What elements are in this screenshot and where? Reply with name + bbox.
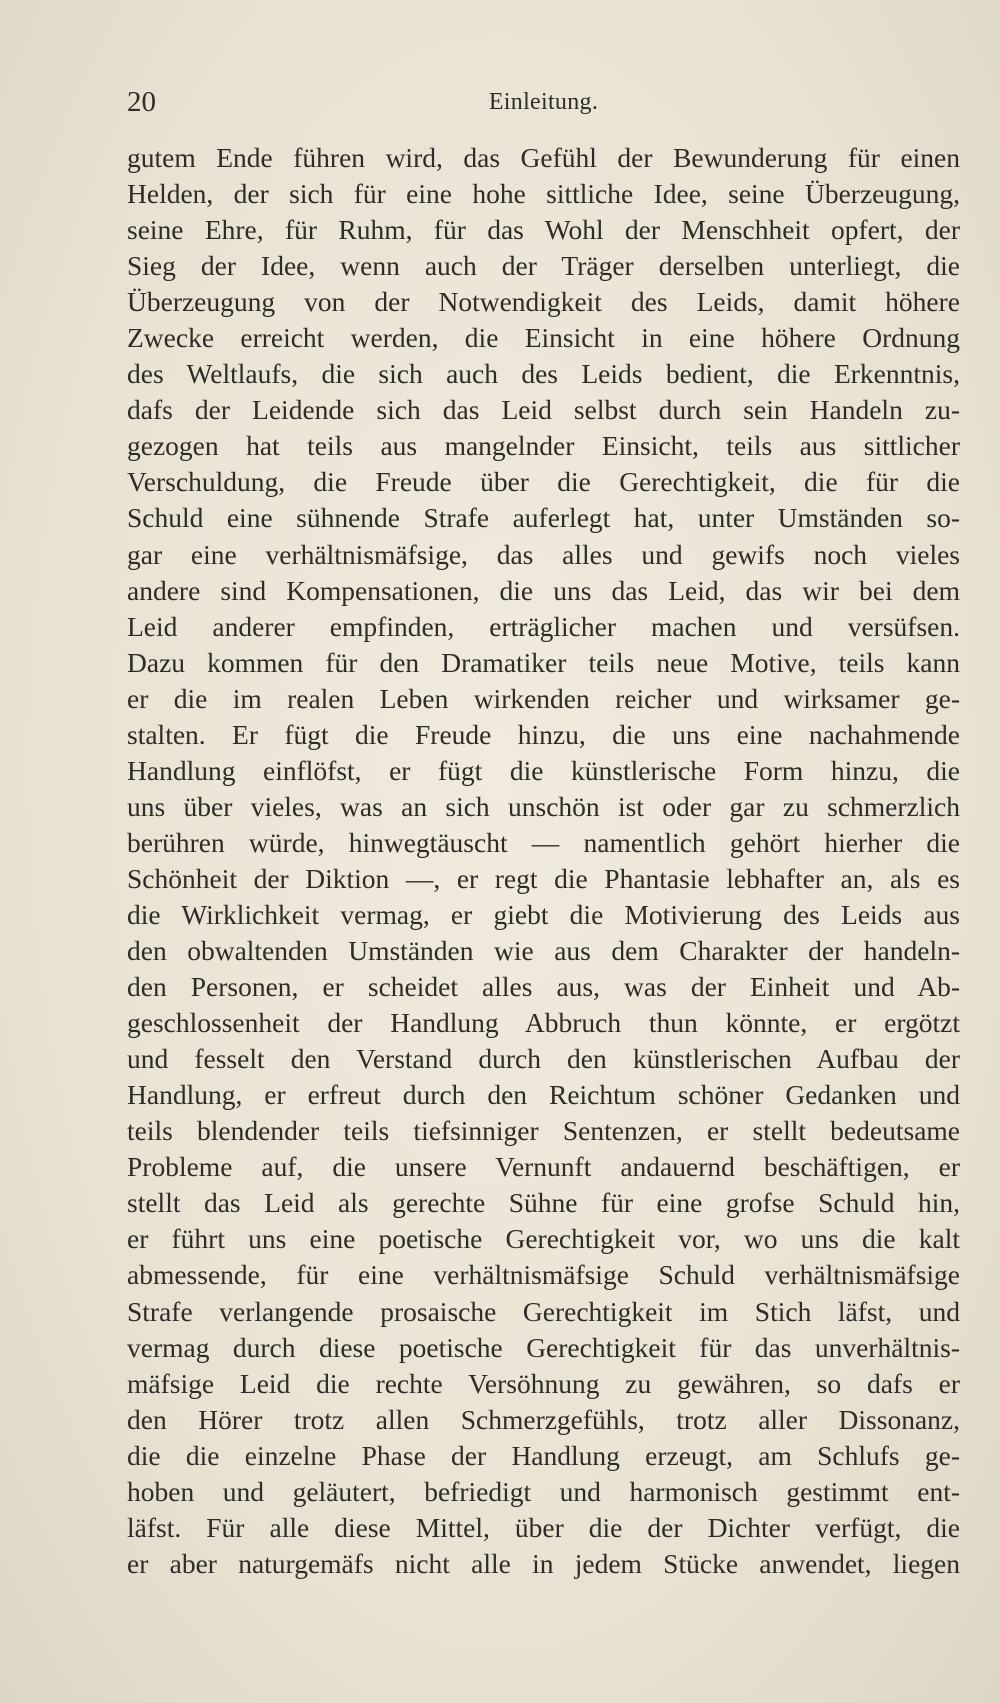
text-line: stalten. Er fügt die Freude hinzu, die uns eine nachahmende [127,718,960,750]
text-line: Sieg der Idee, wenn auch der Träger derselben unterliegt, die [127,250,960,282]
text-line: den Personen, er scheidet alles aus, was der Einheit und Ab- [127,971,960,1003]
text-line: seine Ehre, für Ruhm, für das Wohl der Menschheit opfert, der [127,214,960,246]
text-line: Strafe verlangende prosaische Gerechtigkeit im Stich läfst, und [127,1295,960,1327]
text-line: Überzeugung von der Notwendigkeit des Leids, damit höhere [127,286,960,318]
text-line: Verschuldung, die Freude über die Gerechtigkeit, die für die [127,466,960,498]
text-line: mäfsige Leid die rechte Versöhnung zu gewähren, so dafs er [127,1367,960,1399]
text-line: Schuld eine sühnende Strafe auferlegt hat, unter Umständen so- [127,502,960,534]
text-line: die Wirklichkeit vermag, er giebt die Motivierung des Leids aus [127,898,960,930]
text-line: und fesselt den Verstand durch den künstlerischen Aufbau der [127,1043,960,1075]
text-line: gar eine verhältnismäfsige, das alles und gewifs noch vieles [127,538,960,570]
text-line: berühren würde, hinwegtäuscht — namentlich gehört hierher die [127,826,960,858]
text-line: läfst. Für alle diese Mittel, über die der Dichter verfügt, die [127,1511,960,1543]
text-line: gutem Ende führen wird, das Gefühl der Bewunderung für einen [127,142,960,173]
text-line: er die im realen Leben wirkenden reicher und wirksamer ge- [127,682,960,714]
text-line: uns über vieles, was an sich unschön ist oder gar zu schmerzlich [127,790,960,822]
text-line: abmessende, für eine verhältnismäfsige Schuld verhältnismäfsige [127,1259,960,1291]
text-line: Zwecke erreicht werden, die Einsicht in eine höhere Ordnung [127,322,960,354]
text-line: gezogen hat teils aus mangelnder Einsicht, teils aus sittlicher [127,430,960,462]
text-line: Dazu kommen für den Dramatiker teils neue Motive, teils kann [127,646,960,678]
text-line: des Weltlaufs, die sich auch des Leids bedient, die Erkenntnis, [127,358,960,390]
text-line: den Hörer trotz allen Schmerzgefühls, trotz aller Dissonanz, [127,1403,960,1435]
text-line: vermag durch diese poetische Gerechtigkeit für das unverhältnis- [127,1331,960,1363]
text-line: Handlung einflöfst, er fügt die künstlerische Form hinzu, die [127,754,960,786]
text-line: geschlossenheit der Handlung Abbruch thun könnte, er ergötzt [127,1007,960,1039]
text-line: Helden, der sich für eine hohe sittliche Idee, seine Überzeugung, [127,178,960,210]
text-line: den obwaltenden Umständen wie aus dem Charakter der handeln- [127,935,960,967]
text-line: er führt uns eine poetische Gerechtigkeit vor, wo uns die kalt [127,1223,960,1255]
text-line: teils blendender teils tiefsinniger Sentenzen, er stellt bedeutsame [127,1115,960,1147]
body-text [127,140,960,1582]
text-line: stellt das Leid als gerechte Sühne für eine grofse Schuld hin, [127,1187,960,1219]
text-line: andere sind Kompensationen, die uns das Leid, das wir bei dem [127,574,960,606]
page-number: 20 [127,86,156,118]
text-line: die die einzelne Phase der Handlung erzeugt, am Schlufs ge- [127,1439,960,1471]
text-line: Schönheit der Diktion —, er regt die Phantasie lebhafter an, als es [127,862,960,894]
running-head-title: Einleitung. [488,89,599,115]
text-line: dafs der Leidende sich das Leid selbst durch sein Handeln zu- [127,394,960,426]
text-line: Leid anderer empfinden, erträglicher machen und versüfsen. [127,610,960,642]
text-line: Handlung, er erfreut durch den Reichtum schöner Gedanken und [127,1079,960,1111]
running-head [127,82,960,122]
text-line: Probleme auf, die unsere Vernunft andauernd beschäftigen, er [127,1151,960,1183]
text-line: hoben und geläutert, befriedigt und harmonisch gestimmt ent- [127,1475,960,1507]
text-line: er aber naturgemäfs nicht alle in jedem Stücke anwendet, liegen [127,1547,960,1579]
